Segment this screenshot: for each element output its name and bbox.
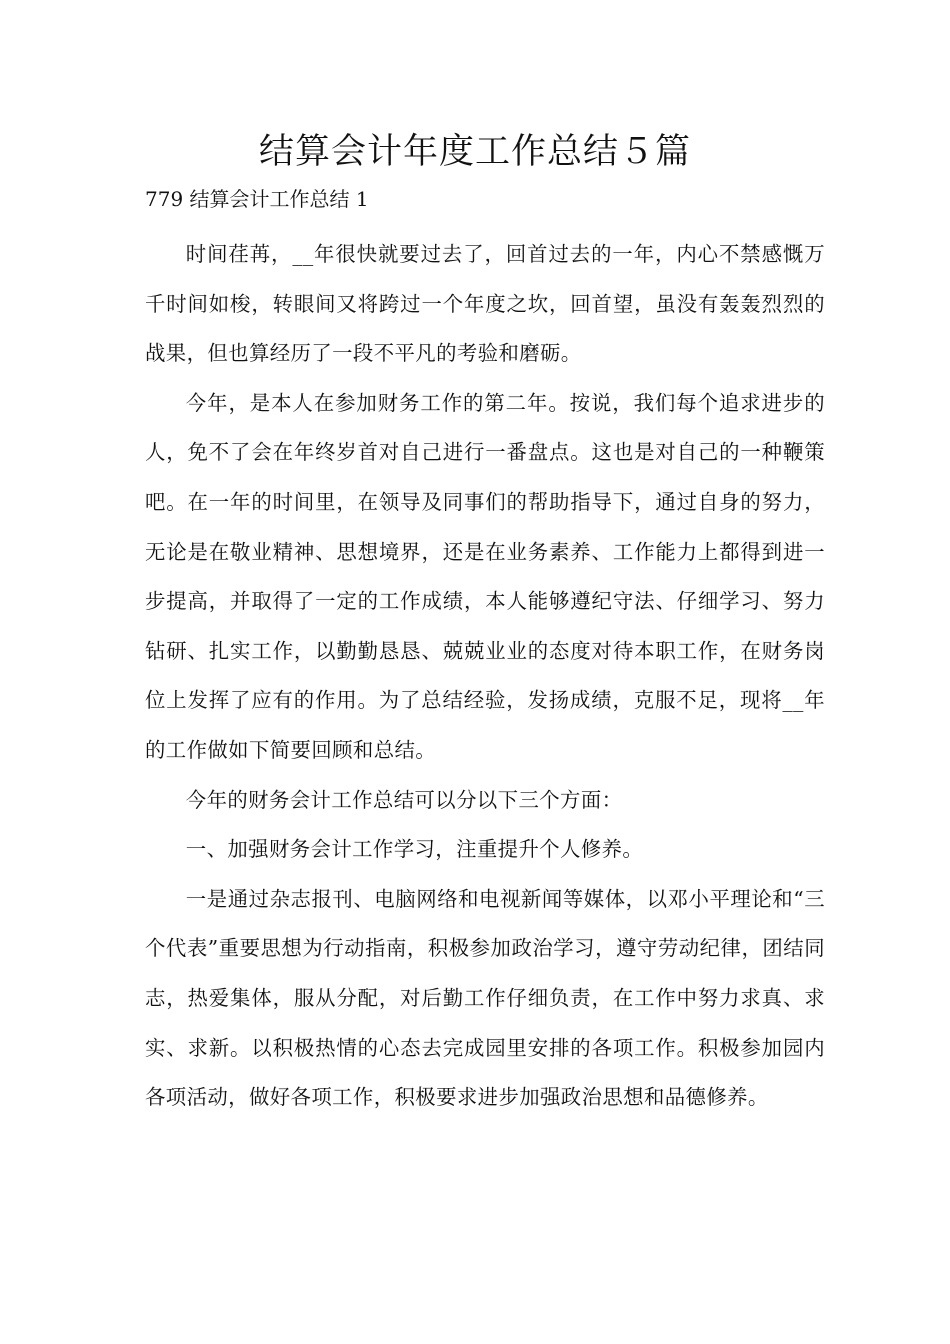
paragraph: 时间荏苒，__年很快就要过去了，回首过去的一年，内心不禁感慨万千时间如梭，转眼间又将跨过一个年度之坎，回首望，虽没有轰轰烈烈的战果，但也算经历了一段不平凡的考验和磨砺。 — [145, 242, 825, 366]
document-subtitle: 779 结算会计工作总结 1 — [145, 187, 369, 211]
paragraph: 今年的财务会计工作总结可以分以下三个方面： — [185, 787, 623, 812]
document-title: 结算会计年度工作总结５篇 — [258, 132, 691, 172]
paragraph: 今年，是本人在参加财务工作的第二年。按说，我们每个追求进步的人，免不了会在年终岁首对自己进行一番盘点。这也是对自己的一种鞭策吧。在一年的时间里，在领导及同事们的帮助指导下，通过自身的努力，无论是在敬业精神、思想境界，还是在业务素养、工作能力上都得到进一步提高，并取得了一定的工作成绩，本人能够遵纪守法、仔细学习、努力钻研、扎实工作，以勤勤恳恳、兢兢业业的态度对待本职工作，在财务岗位上发挥了应有的作用。为了总结经验，发扬成绩，克服不足，现将__年的工作做如下简要回顾和总结。 — [145, 390, 825, 762]
section-heading: 一、加强财务会计工作学习，注重提升个人修养。 — [185, 837, 644, 862]
document-body — [145, 230, 825, 1123]
paragraph: 一是通过杂志报刊、电脑网络和电视新闻等媒体，以邓小平理论和“三个代表”重要思想为行动指南，积极参加政治学习，遵守劳动纪律，团结同志，热爱集体，服从分配，对后勤工作仔细负责，在工作中努力求真、求实、求新。以积极热情的心态去完成园里安排的各项工作。积极参加园内各项活动，做好各项工作，积极要求进步加强政治思想和品德修养。 — [145, 886, 825, 1110]
